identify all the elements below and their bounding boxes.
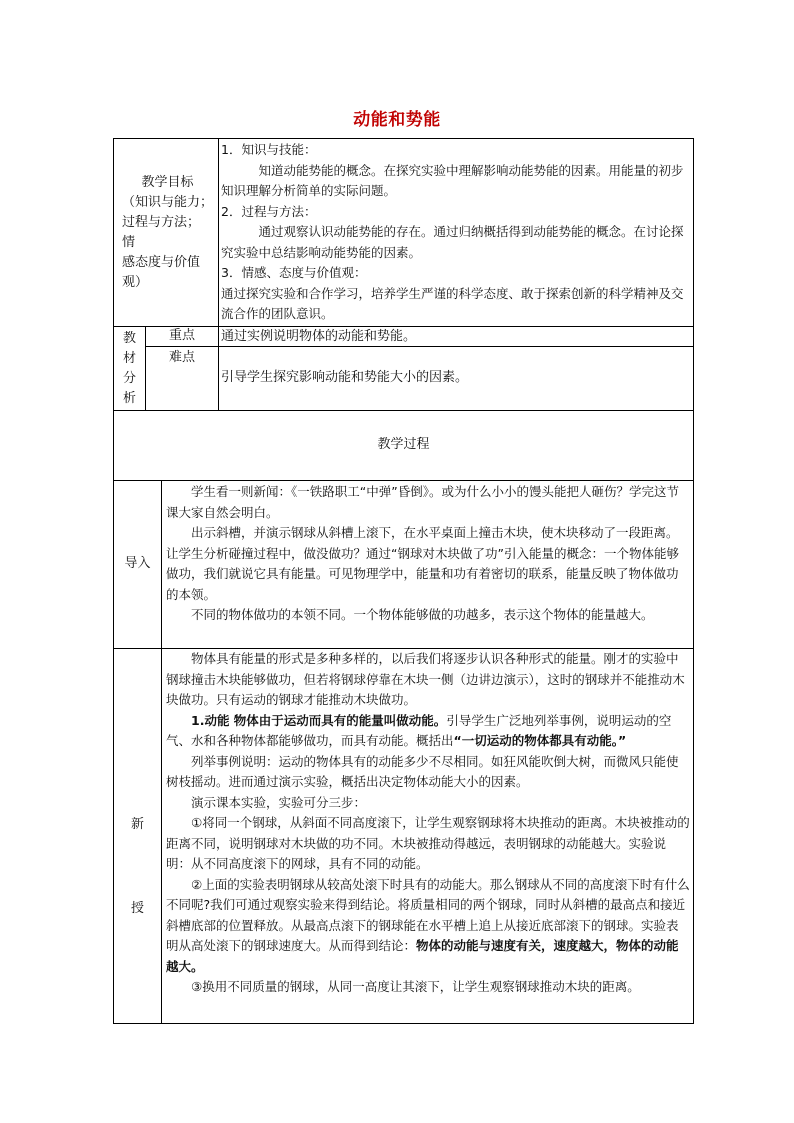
objectives-label: 教学目标 （知识与能力； 过程与方法； 情 感态度与价值 观） — [121, 174, 213, 290]
experiment-step-1: ①将同一个钢球，从斜面不同高度滚下，让学生观察钢球将木块推动的距离。木块被推动的距离不同，说明钢球对木块做的功不同。木块被推动得越远，表明钢球的动能越大。实验说明：从不同高度滚下的网球，具有不同的动能。 — [166, 815, 690, 871]
objective-text-knowledge: 知道动能势能的概念。在探究实验中理解影响动能势能的因素。用能量的初步知识理解分析简单的实际问题。 — [221, 162, 684, 198]
intro-paragraph: 出示斜槽，并演示钢球从斜槽上滚下，在水平桌面上撞击木块，使木块移动了一段距离。让学生分析碰撞过程中，做没做功？通过“钢球对木块做了功”引入能量的概念：一个物体能够做功，我们就说它具有能量。可见物理学中，能量和功有着密切的联系，能量反映了物体做功的本领。 — [166, 525, 679, 602]
intro-label: 导入 — [124, 556, 151, 572]
lesson-paragraph: 演示课本实验，实验可分三步： — [191, 794, 367, 810]
table-border-right — [693, 138, 694, 1024]
objective-heading-knowledge: 1．知识与技能： — [221, 142, 317, 157]
intro-paragraph: 不同的物体做功的本领不同。一个物体能够做的功越多，表示这个物体的能量越大。 — [191, 607, 654, 622]
lesson-paragraph: 物体具有能量的形式是多种多样的，以后我们将逐步认识各种形式的能量。刚才的实验中钢球撞击木块能够做功，但若将钢球停靠在木块一侧（边讲边演示），这时的钢球并不能推动木块做功。只有运动的钢球才能推动木块做功。 — [166, 651, 685, 707]
document-title: 动能和势能 — [353, 110, 441, 130]
speed-conclusion: 物体的动能与速度有关，速度越大，物体的动能越大。 — [166, 938, 679, 974]
lesson-paragraph: 列举事例说明：运动的物体具有的动能多少不尽相同。如狂风能吹倒大树，而微风只能使树枝摇动。进而通过演示实验，概括出决定物体动能大小的因素。 — [166, 753, 679, 789]
new-lesson-label: 新 授 — [130, 817, 144, 916]
objective-heading-process: 2．过程与方法： — [221, 203, 317, 219]
table-column-divider — [161, 480, 162, 1024]
key-point-label: 重点 — [168, 328, 195, 344]
key-point-text: 通过实例说明物体的动能和势能。 — [221, 329, 417, 344]
kinetic-energy-definition: 1.动能 物体由于运动而具有的能量叫做动能。 — [191, 712, 447, 728]
difficult-point-text: 引导学生探究影响动能和势能大小的因素。 — [221, 370, 469, 386]
table-border-bottom — [113, 1023, 694, 1024]
lesson-paragraph: 1.动能 物体由于运动而具有的能量叫做动能。引导学生广泛地列举事例，说明运动的空气、水和各种物体都能够做功，而具有动能。概括出“一切运动的物体都具有动能。” — [166, 712, 672, 748]
experiment-step-3: ③换用不同质量的钢球，从同一高度让其滚下，让学生观察钢球推动木块的距离。 — [191, 979, 640, 994]
lesson-plan-table — [113, 138, 694, 1024]
table-column-divider — [218, 138, 219, 410]
analysis-label: 教 材 分 析 — [122, 330, 136, 406]
objective-heading-attitude: 3．情感、态度与价值观： — [221, 265, 367, 280]
intro-content — [166, 482, 690, 646]
objective-text-process: 通过观察认识动能势能的存在。通过归纳概括得到动能势能的概念。在讨论探究实验中总结影响动能势能的因素。 — [221, 224, 684, 260]
objectives-content — [221, 140, 691, 324]
objectives-label-cell — [114, 139, 218, 326]
experiment-step-2: ②上面的实验表明钢球从较高处滚下时具有的动能大。那么钢球从不同的高度滚下时有什么不同呢?我们可通过观察实验来得到结论。将质量相同的两个钢球，同时从斜槽的最高点和接近斜槽底部的位置释放。从最高点滚下的钢球能在水平槽上追上从接近底部滚下的钢球。实验表明从高处滚下的钢球速度大。从而得到结论：物体的动能与速度有关，速度越大，物体的动能越大。 — [166, 876, 690, 974]
table-row-divider — [113, 480, 694, 481]
difficult-point-label: 难点 — [168, 350, 195, 365]
kinetic-energy-conclusion: “一切运动的物体都具有动能。” — [453, 733, 627, 748]
objective-text-attitude: 通过探究实验和合作学习，培养学生严谨的科学态度、敢于探索创新的科学精神及交流合作的团队意识。 — [221, 285, 684, 321]
intro-paragraph: 学生看一则新闻：《一铁路职工“中弹”昏倒》。或为什么小小的馒头能把人砸伤？学完这节课大家自然会明白。 — [166, 484, 679, 520]
new-lesson-content — [166, 649, 690, 1022]
process-header: 教学过程 — [377, 437, 430, 453]
